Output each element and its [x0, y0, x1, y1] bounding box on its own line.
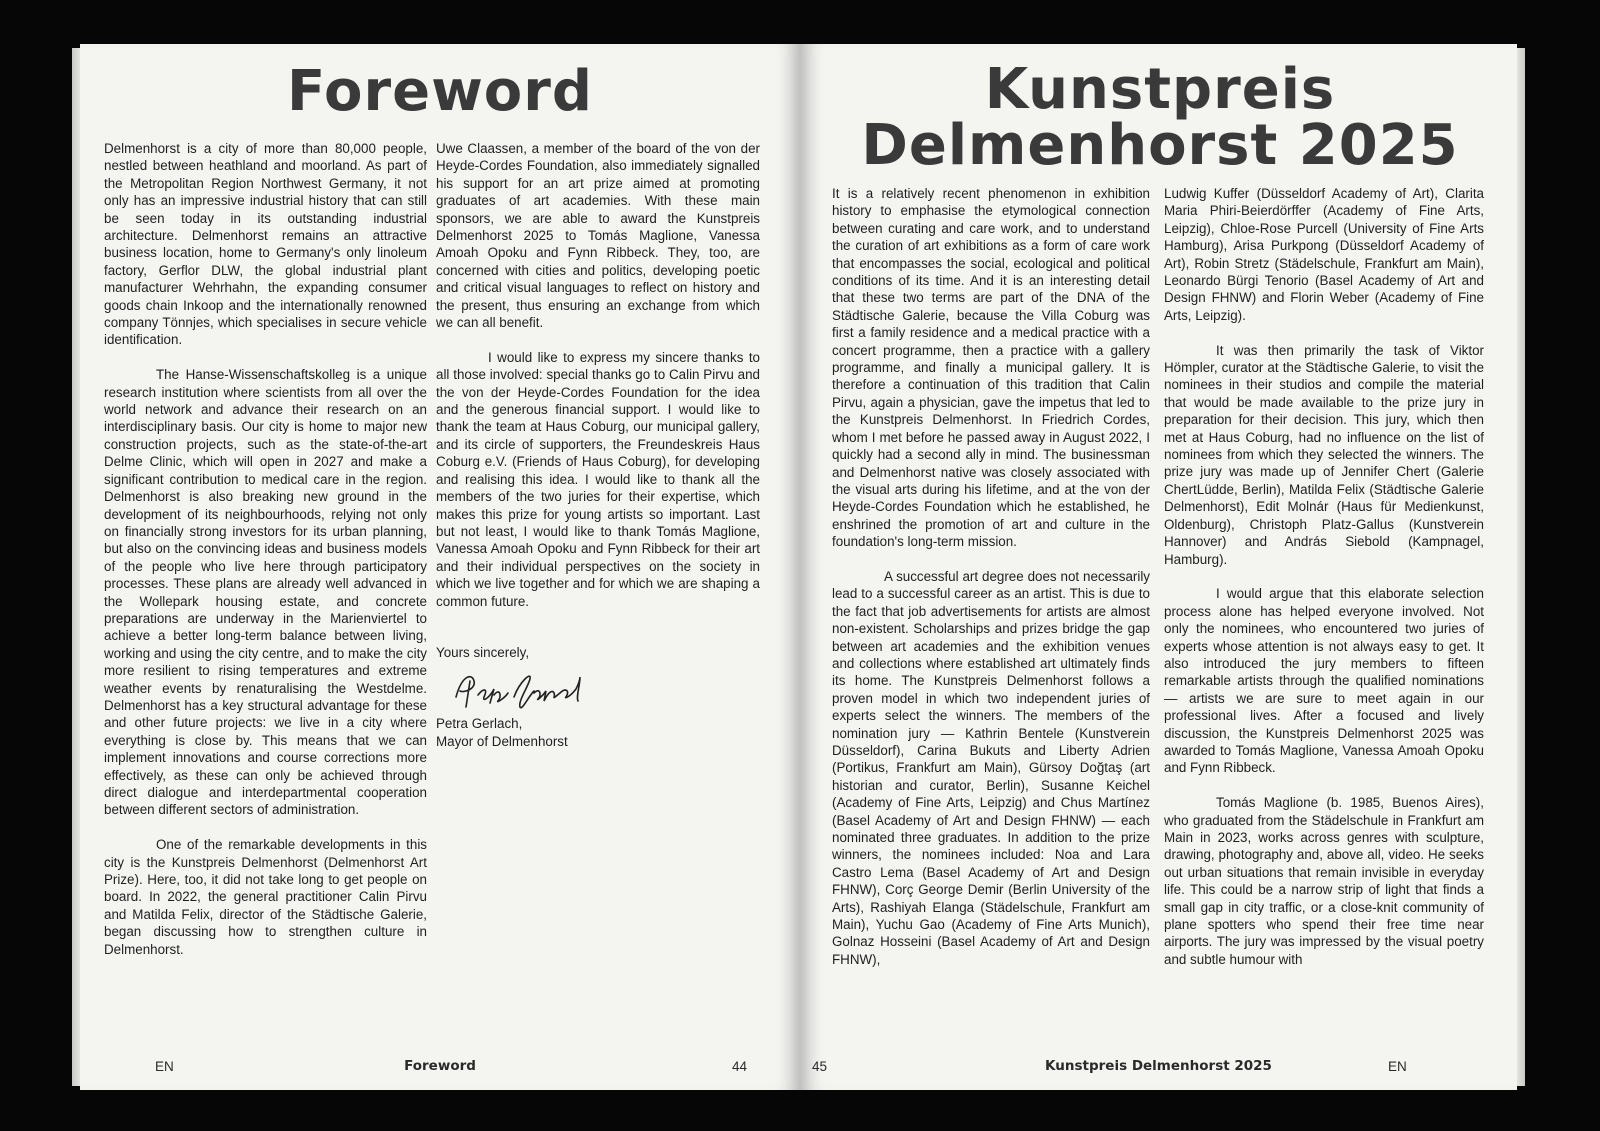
- paragraph: It is a relatively recent phenomenon in exhibition history to emphasise the etymological connection between curating and care work, and to understand the curation of art exhibitions as a form of care work that encompasses the social, ecological and political conditions of its time. And it is an interesting detail that these two terms are part of the DNA of the Städtische Galerie, because the Villa Coburg was first a family residence and a medical practice with a concert programme, then a practice with a gallery programme, and finally a municipal gallery. It is therefore a continuation of this tradition that Calin Pirvu, again a physician, gave the impetus that led to the Kunstpreis Delmenhorst. In Friedrich Cordes, whom I met before he passed away in August 2022, I quickly had a second ally in mind. The businessman and Delmenhorst native was closely associated with the visual arts during his lifetime, and at the von der Heyde-Cordes Foundation which he established, he enshrined the promotion of art and culture in the foundation's long-term mission.: [832, 186, 1150, 550]
- right-page: [800, 44, 1517, 1090]
- paragraph: A successful art degree does not necessarily lead to a successful career as an artist. This is due to the fact that job advertisements for artists are almost non-existent. Scholarships and prizes bridge the gap between art academies and the exhibition venues and collections where established art ultimately finds its home. The Kunstpreis Delmenhorst follows a proven model in which two independent juries of experts select the winners. The members of the nomination jury — Kathrin Bentele (Kunstverein Düsseldorf), Carina Bukuts and Liberty Adrien (Portikus, Frankfurt am Main), Gürsoy Doğtaş (art historian and curator, Berlin), Susanne Keichel (Academy of Fine Arts, Leipzig) and Chus Martínez (Basel Academy of Art and Design FHNW) — each nominated three graduates. In addition to the prize winners, the nominees included: Noa and Lara Castro Lema (Basel Academy of Art and Design FHNW), Corç George Demir (Berlin University of the Arts), Rashiyah Elanga (Städelschule, Frankfurt am Main), Yuchu Gao (Academy of Fine Arts Munich), Golnaz Hosseini (Basel Academy of Art and Design FHNW),: [832, 568, 1150, 967]
- footer-title: Kunstpreis Delmenhorst 2025: [1045, 1058, 1272, 1074]
- closing-block: [436, 644, 760, 750]
- page-number: 44: [732, 1059, 748, 1074]
- signer-title: Mayor of Delmenhorst: [436, 733, 568, 749]
- signer-name: Petra Gerlach,: [436, 716, 523, 732]
- paragraph: Tomás Maglione (b. 1985, Buenos Aires), who graduated from the Städelschule in Frankfurt am Main in 2023, works across genres with sculpture, drawing, photography and, above all, video. He seeks out urban situations that remain invisible in everyday life. This could be a narrow strip of light that finds a small gap in city traffic, or a close-knit community of plane spotters who spend their free time near airports. The jury was impressed by the visual poetry and subtle humour with: [1164, 795, 1484, 967]
- title-line-2: Delmenhorst 2025: [861, 113, 1459, 178]
- paragraph: The Hanse-Wissenschaftskolleg is a unique research institution where scientists from all over the world network and advance their research on an interdisciplinary basis. Our city is home to major new construction projects, such as the state-of-the-art Delme Clinic, which will open in 2027 and make a significant contribution to medical care in the region. Delmenhorst is also breaking new ground in the development of its neighbourhoods, relying not only on financially strong investors for its urban planning, but also on the convincing ideas and business models of the people who live here through participatory processes. These plans are already well advanced in the Wollepark housing estate, and concrete preparations are underway in the Marienviertel to achieve a better long-term balance between living, working and using the city centre, and to make the city more resilient to rising temperatures and extreme weather events by renaturalising the Westdelme. Delmenhorst has a key structural advantage for these and other future projects: we live in a city where everything is close by. This means that we can implement innovations and course corrections more effectively, as these can only be achieved through direct dialogue and interdepartmental cooperation between different sectors of administration.: [104, 367, 427, 818]
- paragraph: Uwe Claassen, a member of the board of the von der Heyde-Cordes Foundation, also immediately signalled his support for an art prize aimed at promoting graduates of art academies. With these main sponsors, we are able to award the Kunstpreis Delmenhorst 2025 to Tomás Maglione, Vanessa Amoah Opoku and Fynn Ribbeck. They, too, are concerned with cities and politics, developing poetic and critical visual languages to reflect on history and the present, thus ensuring an exchange from which we can all benefit.: [436, 141, 760, 331]
- closing-salutation: Yours sincerely,: [436, 644, 530, 660]
- right-column-1: [832, 185, 1150, 968]
- left-column-2: [436, 140, 760, 750]
- paragraph: One of the remarkable developments in this city is the Kunstpreis Delmenhorst (Delmenhorst Art Prize). Here, too, it did not take long to get people on board. In 2022, the general practitioner Calin Pirvu and Matilda Felix, director of the Städtische Galerie, began discussing how to strengthen culture in Delmenhorst.: [104, 837, 427, 957]
- page-title-kunstpreis: [840, 57, 1480, 178]
- paragraph: I would argue that this elaborate selection process alone has helped everyone involved. Not only the nominees, who encountered two juries of experts whose attention is not always easy to get. It also introduced the jury members to fifteen remarkable artists through the qualified nominations — artists we are sure to meet again in our professional lives. After a focused and lively discussion, the Kunstpreis Delmenhorst 2025 was awarded to Tomás Maglione, Vanessa Amoah Opoku and Fynn Ribbeck.: [1164, 586, 1484, 776]
- page-number: 45: [812, 1059, 828, 1074]
- paragraph: I would like to express my sincere thanks to all those involved: special thanks go to Calin Pirvu and the von der Heyde-Cordes Foundation for the idea and the generous financial support. I would like to thank the team at Haus Coburg, our municipal gallery, and its circle of supporters, the Freundeskreis Haus Coburg e.V. (Friends of Haus Coburg), for developing and realising this idea. I would like to thank all the members of the two juries for their expertise, which makes this prize for young artists so important. Last but not least, I would like to thank Tomás Maglione, Vanessa Amoah Opoku and Fynn Ribbeck for their art and their individual perspectives on the society in which we live together and for which we are shaping a common future.: [436, 349, 760, 609]
- footer-lang: EN: [1388, 1059, 1407, 1074]
- left-page: [80, 44, 800, 1090]
- footer-lang: EN: [155, 1059, 174, 1074]
- signature-image: [450, 667, 600, 713]
- page-title-foreword: Foreword: [287, 59, 593, 124]
- paragraph: Ludwig Kuffer (Düsseldorf Academy of Art), Clarita Maria Phiri-Beierdörffer (Academy of Fine Arts, Leipzig), Chloe-Rose Purcell (University of Fine Arts Hamburg), Arisa Purkpong (Düsseldorf Academy of Art), Robin Stretz (Städelschule, Frankfurt am Main), Leonardo Bürgi Tenorio (Basel Academy of Art and Design FHNW) and Florin Weber (Academy of Fine Arts, Leipzig).: [1164, 186, 1484, 323]
- right-column-2: [1164, 185, 1484, 968]
- title-line-1: Kunstpreis: [984, 57, 1336, 122]
- left-column-1: [104, 140, 427, 958]
- paragraph: It was then primarily the task of Viktor Hömpler, curator at the Städtische Galerie, to visit the nominees in their studios and compile the material that would be made available to the prize jury in preparation for their decision. This jury, which then met at Haus Coburg, had no influence on the list of nominees from which they selected the winners. The prize jury was made up of Jennifer Chert (Galerie ChertLüdde, Berlin), Matilda Felix (Städtische Galerie Delmenhorst), Edit Molnár (Haus für Medienkunst, Oldenburg), Christoph Platz-Gallus (Kunstverein Hannover) and András Siebold (Kampnagel, Hamburg).: [1164, 342, 1484, 567]
- footer-title: Foreword: [404, 1058, 476, 1074]
- paragraph: Delmenhorst is a city of more than 80,000 people, nestled between heathland and moorland. As part of the Metropolitan Region Northwest Germany, it not only has an impressive industrial history that can still be seen today in its outstanding industrial architecture. Delmenhorst remains an attractive business location, home to Germany's only linoleum factory, Gerflor DLW, the global industrial plant manufacturer Wehrhahn, the expanding consumer goods chain Inkoop and the internationally renowned company Tönnjes, which specialises in secure vehicle identification.: [104, 141, 427, 348]
